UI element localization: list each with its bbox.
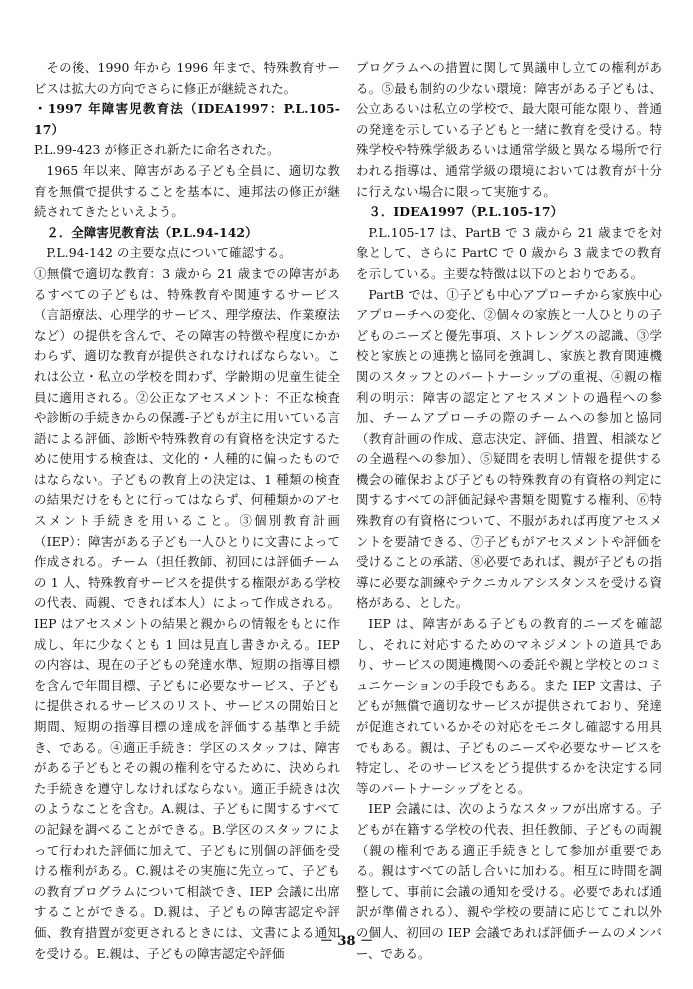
section-heading-pl94-142: ２．全障害児教育法（P.L.94-142） [46,224,258,240]
paragraph-renamed: P.L.99-423 が修正され新たに命名された。 [34,142,280,158]
heading-idea1997-note: ・1997 年障害児教育法（IDEA1997：P.L.105-17） [34,101,340,137]
paragraph-continued: プログラムへの措置に関して異議申し立ての権利がある。⑤最も制約の少ない環境：障害がある子どもは、公立あるいは私立の学校で、最大限可能な限り、普通の発達を示している子どもと一緒に教育を受ける。特殊学校や特殊学級あるいは通常学級と異なる場所で行われる指導は、通常学級の環境においては教育が十分に行えない場合に限って実施する。 [356,60,662,199]
paragraph-iep: IEP は、障害がある子どもの教育的ニーズを確認し、それに対応するためのマネジメントの道具であり、サービスの関連機関への委託や親と学校とのコミュニケーションの手段でもある。また IEP 文書は、子どもが無償で適切なサービスが提供されており、発達が促進されているかその対応をモニタし確認する用具でもある。親は、子どものニーズや必要なサービスを特定し、そのサービスをどう提供するかを決定する同等のパートナーシップをとる。 [356,616,662,796]
paragraph-intro: その後、1990 年から 1996 年まで、特殊教育サービスは拡大の方向でさらに修正が継続された。 [34,60,340,96]
page-number: － 38 － [319,934,374,949]
paragraph-pl105-intro: P.L.105-17 は、PartB で 3 歳から 21 歳までを対象として、さらに PartC で 0 歳から 3 歳までの教育を示している。主要な特徴は以下のとおりである。 [356,224,662,281]
section-heading-idea1997: ３．IDEA1997（P.L.105-17） [368,204,564,220]
paragraph-partb: PartB では、①子ども中心アプローチから家族中心アプローチへの変化、②個々の家族と一人ひとりの子どものニーズと優先事項、ストレングスの認識、③学校と家族との連携と協同を強調し、家族と教育関連機関のスタッフとのパートナーシップの重視、④親の権利の明示：障害の認定とアセスメントの過程への参加、チームアプローチの際のチームへの参加と協同（教育計画の作成、意志決定、評価、措置、相談などの全過程への参加）、⑤疑問を表明し情報を提供する機会の確保および子どもの特殊教育の有資格の判定に関するすべての評価記録や書類を閲覧する権利、⑥特殊教育の有資格について、不服があれば再度アセスメントを要請できる、⑦子どもがアセスメントや評価を受けることの承諾、⑧必要であれば、親が子どもの指導に必要な訓練やテクニカルアシスタンスを受ける資格がある、とした。 [356,286,662,611]
left-column [34,58,340,964]
paragraph-pl94-points: ①無償で適切な教育：3 歳から 21 歳までの障害があるすべての子どもは、特殊教育や関連するサービス（言語療法、心理学的サービス、理学療法、作業療法など）の提供を含んで、その障害の特徴や程度にかかわらず、適切な教育が提供されなければならない。これは公立・私立の学校を問わず、学齢期の児童生徒全員に適用される。②公正なアセスメント：不正な検査や診断の手続きからの保護-子どもが主に用いている言語による評価、診断や特殊教育の有資格を決定するために使用する検査は、文化的・人種的に偏ったものではならない。子どもの教育上の決定は、1 種類の検査の結果だけをもとに行ってはならず、何種類かのアセスメント手続きを用いること。③個別教育計画（IEP）：障害がある子ども一人ひとりに文書によって作成される。チーム（担任教師、初回には評価チームの 1 人、特殊教育サービスを提供する権限がある学校の代表、両親、できれば本人）によって作成される。IEP はアセスメントの結果と親からの情報をもとに作成し、年に少なくとも 1 回は見直し書きかえる。IEP の内容は、現在の子どもの発達水準、短期の指導目標を含んで年間目標、子どもに必要なサービス、子どもに提供されるサービスのリスト、サービスの開始日と期間、短期の指導目標の達成を評価する基準と手続き、である。④適正手続き：学区のスタッフは、障害がある子どもとその親の権利を守るために、決められた手続きを遵守しなければならない。適正手続きは次のようなことを含む。A.親は、子どもに関するすべての記録を調べることができる。B.学区のスタッフによって行われた評価に加えて、子どもに別個の評価を受ける権利がある。C.親はその実施に先立って、子どもの教育プログラムについて相談でき、IEP 会議に出席することができる。D.親は、子どもの障害認定や評価、教育措置が変更されるときには、文書による通知を受ける。E.親は、子どもの障害認定や評価 [34,265,340,961]
paragraph-summary: 1965 年以来、障害がある子ども全員に、適切な教育を無償で提供することを基本に、連邦法の修正が継続されてきたといえよう。 [34,162,340,220]
right-column [356,58,662,964]
paragraph-iep-meeting: IEP 会議には、次のようなスタッフが出席する。子どもが在籍する学校の代表、担任教師、子どもの両親（親の権利である適正手続きとして参加が重要である。親はすべての話し合いに加わる。相互に時間を調整して、事前に会議の通知を受ける。必要であれば通訳が準備される）、親や学校の要請に応じてこれ以外の個人、初回の IEP 会議であれば評価チームのメンバー、である。 [356,801,662,961]
paragraph-pl94-intro: P.L.94-142 の主要な点について確認する。 [46,245,292,261]
